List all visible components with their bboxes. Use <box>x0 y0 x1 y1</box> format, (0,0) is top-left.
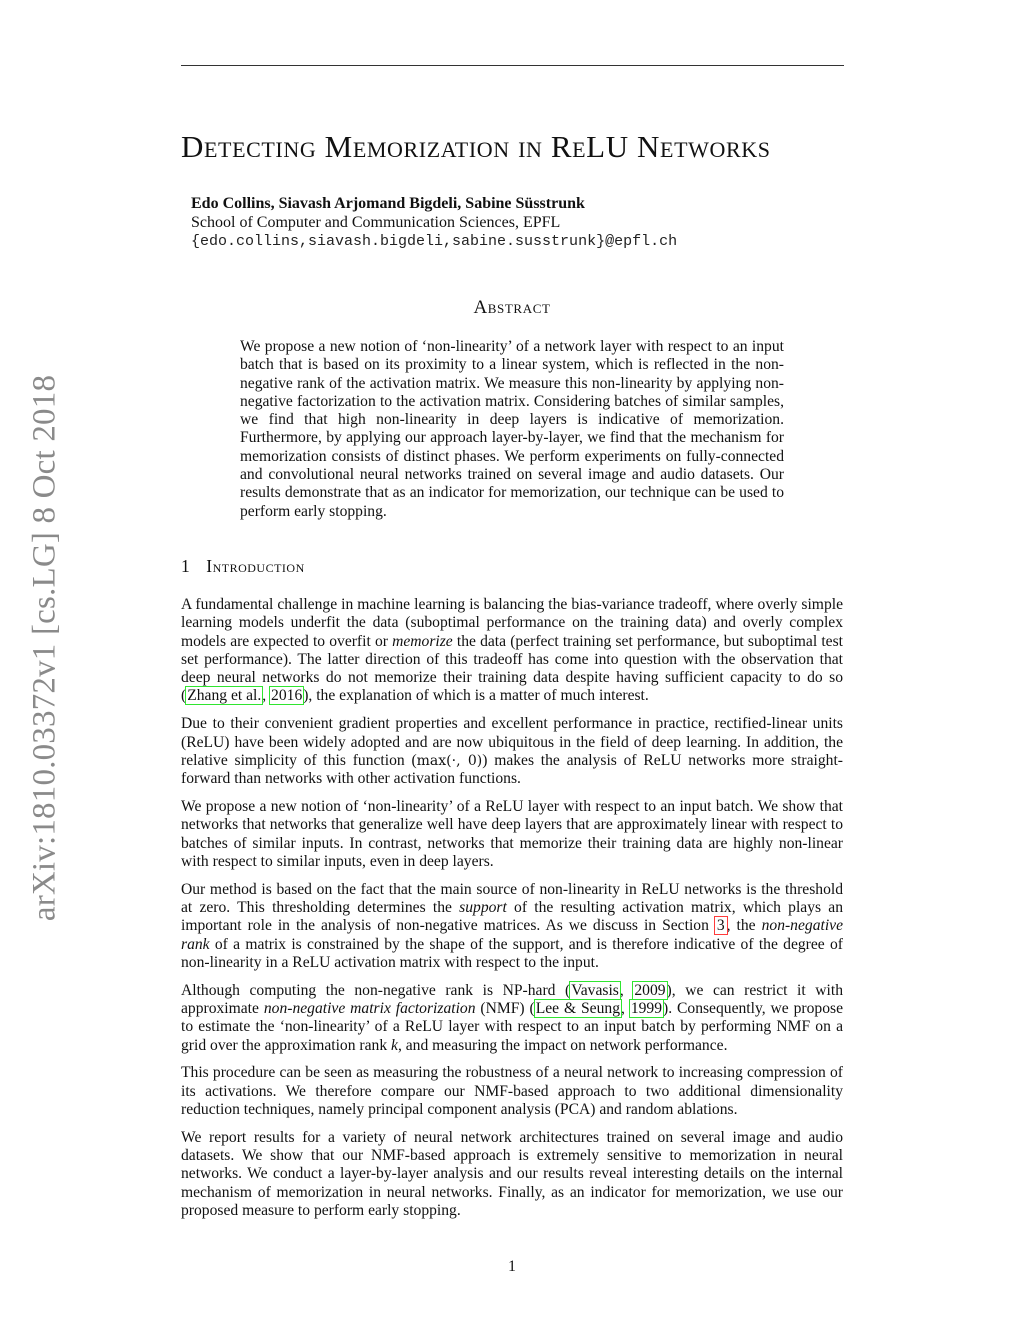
text-run: ), we can restrict it with approximate <box>181 981 844 1017</box>
arxiv-stamp-text: arXiv:1810.03372v1 [cs.LG] 8 Oct 2018 <box>26 374 63 922</box>
abstract-text: We propose a new notion of ‘non-linearity’ of a network layer with respect to an input batch that is based on its proximity to a linear system, which is reflected in the non-negative rank of the activation matrix. We measure this non-linearity by applying non-negative factorization to the activation matrix. Considering batches of similar samples, we find that high non-linearity in deep layers is indicative of memorization. Furthermore, by applying our approach layer-by-layer, we find that the mechanism for memorization consists of distinct phases. We perform experiments on fully-connected and convolutional neural networks trained on several image and audio datasets. Our results demonstrate that as an indicator for memorization, our technique can be used to perform early stopping. <box>240 338 784 520</box>
citation-link-vavasis-year[interactable]: 2009 <box>634 981 666 999</box>
text-run: the data (perfect training set performance, but suboptimal test set performance). The latter direction of this tradeoff has come into question with the observation that deep neural networks do not memorize their training data despite having sufficient capacity to do so ( <box>181 632 843 705</box>
text-run: (NMF) ( <box>475 999 535 1017</box>
author-affiliation: School of Computer and Communication Sciences, EPFL <box>191 214 561 231</box>
text-run: , <box>619 981 634 999</box>
citation-link-zhang[interactable]: Zhang et al. <box>187 687 262 705</box>
text-run: Although computing the non-negative rank is NP-hard ( <box>181 981 571 999</box>
section-number: 1 <box>181 556 191 576</box>
text-run: ). Consequently, we propose to estimate the ‘non-linearity’ of a ReLU layer with respect to an input batch by performing NMF on a grid over the approximation rank <box>181 999 844 1054</box>
author-names: Edo Collins, Siavash Arjomand Bigdeli, Sabine Süsstrunk <box>191 195 585 212</box>
author-email: {edo.collins,siavash.bigdeli,sabine.susstrunk}@epfl.ch <box>191 233 678 250</box>
emphasis: non-negative matrix factorization <box>263 999 476 1017</box>
text-run: , the <box>726 917 762 935</box>
paper-title: Detecting Memorization in ReLU Networks <box>181 129 771 164</box>
text-run: A fundamental challenge in machine learning is balancing the bias-variance tradeoff, where overly simple learning models underfit the data (suboptimal performance on the training data) and overly complex models are expected to overfit or <box>181 596 843 650</box>
paragraph-7: We report results for a variety of neural network architectures trained on several image and audio datasets. We show that our NMF-based approach is extremely sensitive to memorization in neural networks. We conduct a layer-by-layer analysis and our results reveal interesting details on the internal mechanism of memorization in neural networks. Finally, as an indicator for memorization, we use our proposed measure to perform early stopping. <box>181 1128 843 1219</box>
citation-link-zhang-year[interactable]: 2016 <box>271 687 303 705</box>
page-number: 1 <box>508 1258 516 1275</box>
math-variable: k <box>391 1036 398 1054</box>
paragraph-6: This procedure can be seen as measuring the robustness of a neural network to increasing compression of its activations. We therefore compare our NMF-based approach to two additional dimensionality reduction techniques, namely principal component analysis (PCA) and random ablations. <box>181 1064 843 1118</box>
citation-link-lee-seung-year[interactable]: 1999 <box>630 999 662 1017</box>
introduction-body <box>181 596 843 1230</box>
section-ref-link[interactable]: 3 <box>716 917 725 935</box>
text-run: of the resulting activation matrix, which plays an important role in the analysis of non-negative matrices. As we discuss in Section <box>181 898 843 935</box>
emphasis: non-negative rank <box>181 917 843 953</box>
emphasis: memorize <box>392 632 453 650</box>
text-run: , <box>621 999 630 1017</box>
text-run: ), the explanation of which is a matter of much interest. <box>303 687 649 705</box>
paragraph-1 <box>181 596 843 706</box>
text-run: Due to their convenient gradient properties and excellent performance in practice, rectified-linear units (ReLU) have been widely adopted and are now ubiquitous in the field of deep learning. In addition, the relative simplicity of this function ( <box>181 715 843 769</box>
introduction-heading <box>181 556 305 577</box>
abstract-heading: Abstract <box>473 297 551 318</box>
section-title: Introduction <box>206 556 305 576</box>
math-expression: max(·, 0) <box>416 752 483 769</box>
text-run: , <box>262 687 271 705</box>
text-run: of a matrix is constrained by the shape of the support, and is therefore indicative of the degree of non-linearity in a ReLU activation matrix with respect to the input. <box>181 935 843 971</box>
paragraph-2 <box>181 715 843 788</box>
text-run: , and measuring the impact on network performance. <box>397 1036 728 1054</box>
text-run: Our method is based on the fact that the main source of non-linearity in ReLU networks is the threshold at zero. This thresholding determines the <box>181 880 843 916</box>
paragraph-4 <box>181 881 843 972</box>
emphasis: support <box>459 898 507 916</box>
paragraph-5 <box>181 982 843 1055</box>
author-block <box>191 194 677 251</box>
top-rule <box>181 65 844 66</box>
text-run: ) makes the analysis of ReLU networks more straight-forward than networks with other activation functions. <box>181 751 843 788</box>
citation-link-lee-seung[interactable]: Lee & Seung <box>535 999 620 1017</box>
citation-link-vavasis[interactable]: Vavasis <box>571 981 619 999</box>
paragraph-3: We propose a new notion of ‘non-linearity’ of a ReLU layer with respect to an input batch. We show that networks that networks that generalize well have deep layers that are approximately linear with respect to batches of similar inputs. In contrast, networks that memorize their training data are highly non-linear with respect to similar inputs, even in deep layers. <box>181 797 843 870</box>
